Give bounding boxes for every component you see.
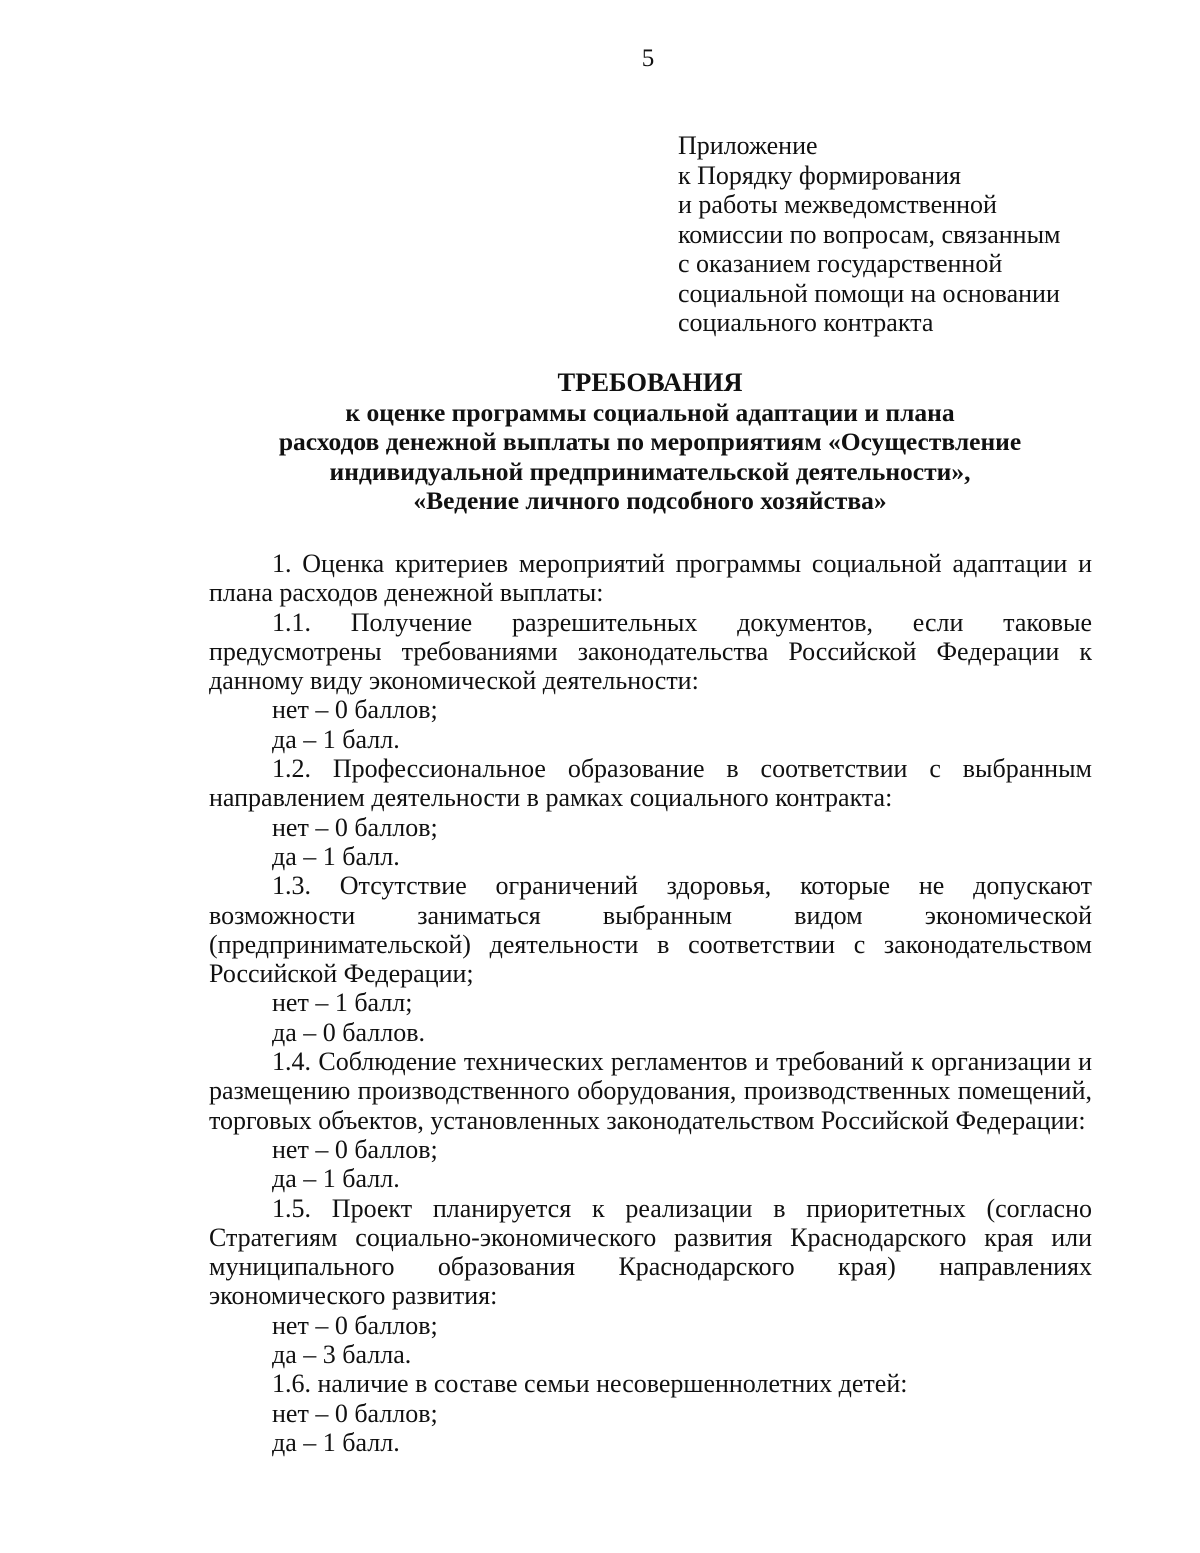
document-body bbox=[209, 549, 1092, 1457]
document-subtitle-line: индивидуальной предпринимательской деятельности», bbox=[329, 456, 971, 486]
document-title-block bbox=[205, 368, 1095, 516]
criterion-option-yes: да – 1 балл. bbox=[272, 724, 400, 754]
criterion-option-no: нет – 0 баллов; bbox=[272, 695, 438, 725]
criterion-option-yes: да – 3 балла. bbox=[272, 1340, 412, 1370]
criterion-option-no: нет – 1 балл; bbox=[272, 988, 413, 1018]
criterion-option-no: нет – 0 баллов; bbox=[272, 1398, 438, 1428]
criterion-option-yes: да – 1 балл. bbox=[272, 1427, 400, 1457]
criterion-option-no: нет – 0 баллов; bbox=[272, 1310, 438, 1340]
criterion-text: 1.2. Профессиональное образование в соответствии с выбранным направлением деятельности в рамках социального контракта: bbox=[209, 754, 1092, 813]
document-title: ТРЕБОВАНИЯ bbox=[557, 367, 743, 397]
appendix-line: к Порядку формирования bbox=[678, 160, 961, 190]
criterion-text: 1.6. наличие в составе семьи несовершеннолетних детей: bbox=[272, 1369, 908, 1399]
criterion-text: 1.3. Отсутствие ограничений здоровья, которые не допускают возможности заниматься выбранным видом экономической (предпринимательской) деятельности в соответствии с законодательством Российской Федерации; bbox=[209, 871, 1092, 989]
appendix-line: с оказанием государственной bbox=[678, 249, 1003, 278]
criterion-text: 1.4. Соблюдение технических регламентов и требований к организации и размещению производственного оборудования, производственных помещений, торговых объектов, установленных законодательством Российской Федерации: bbox=[209, 1047, 1092, 1135]
appendix-line: и работы межведомственной bbox=[678, 190, 997, 219]
criterion-option-yes: да – 0 баллов. bbox=[272, 1017, 425, 1047]
criterion-option-yes: да – 1 балл. bbox=[272, 841, 400, 871]
appendix-line: социального контракта bbox=[678, 308, 934, 337]
page-number: 5 bbox=[641, 45, 655, 72]
document-subtitle-line: расходов денежной выплаты по мероприятиям «Осуществление bbox=[278, 427, 1022, 456]
appendix-line: социальной помощи на основании bbox=[678, 278, 1060, 308]
document-subtitle-line: «Ведение личного подсобного хозяйства» bbox=[413, 486, 887, 515]
appendix-line: комиссии по вопросам, связанным bbox=[678, 219, 1061, 249]
criterion-option-no: нет – 0 баллов; bbox=[272, 1134, 438, 1164]
criterion-text: 1.5. Проект планируется к реализации в приоритетных (согласно Стратегиям социально-экономического развития Краснодарского края или муниципального образования Краснодарского края) направлениях экономического развития: bbox=[209, 1193, 1092, 1311]
criterion-text: 1.1. Получение разрешительных документов, если таковые предусмотрены требованиями законодательства Российской Федерации к данному виду экономической деятельности: bbox=[209, 607, 1092, 696]
document-subtitle-line: к оценке программы социальной адаптации и плана bbox=[345, 397, 955, 427]
criterion-option-yes: да – 1 балл. bbox=[272, 1164, 400, 1194]
intro-paragraph: 1. Оценка критериев мероприятий программы социальной адаптации и плана расходов денежной выплаты: bbox=[209, 549, 1092, 608]
criterion-option-no: нет – 0 баллов; bbox=[272, 812, 438, 842]
appendix-line: Приложение bbox=[678, 131, 818, 160]
appendix-note bbox=[678, 131, 1158, 338]
